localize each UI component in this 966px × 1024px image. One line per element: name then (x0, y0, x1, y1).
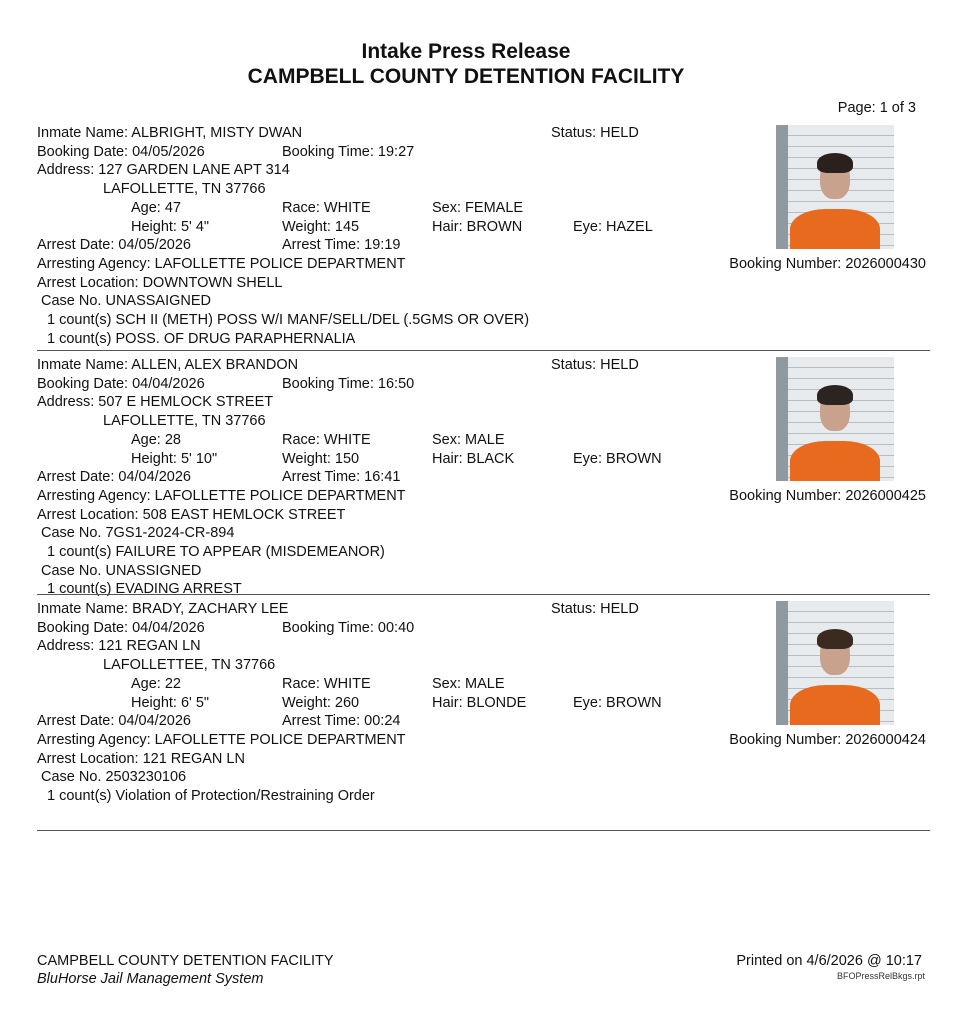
booking-number: Booking Number: 2026000430 (729, 255, 926, 272)
booking-time: Booking Time: 16:50 (282, 375, 415, 392)
address-line-1: Address: 121 REGAN LN (37, 638, 201, 655)
race: Race: WHITE (282, 431, 371, 448)
height: Height: 6' 5" (131, 694, 210, 711)
address-line-2: LAFOLLETTE, TN 37766 (103, 413, 266, 430)
record-separator (37, 830, 930, 831)
case-number: Case No. UNASSIGNED (41, 562, 202, 579)
booking-date: Booking Date: 04/05/2026 (37, 143, 205, 160)
age: Age: 22 (131, 675, 181, 692)
charge-count: 1 count(s) EVADING ARREST (47, 581, 242, 598)
booking-date: Booking Date: 04/04/2026 (37, 375, 205, 392)
status: Status: HELD (551, 601, 639, 617)
height: Height: 5' 4" (131, 218, 210, 235)
charge-count: 1 count(s) SCH II (METH) POSS W/I MANF/SELL/DEL (.5GMS OR OVER) (47, 312, 530, 328)
status: Status: HELD (551, 125, 639, 141)
document-title: Intake Press Release (361, 40, 571, 63)
eye: Eye: HAZEL (573, 218, 653, 235)
arrest-time: Arrest Time: 19:19 (282, 237, 401, 254)
arrest-location: Arrest Location: 508 EAST HEMLOCK STREET (37, 506, 346, 523)
mugshot-shirt (790, 441, 880, 481)
charge-count: 1 count(s) POSS. OF DRUG PARAPHERNALIA (47, 330, 356, 347)
mugshot-wall (776, 357, 788, 481)
arrest-location: Arrest Location: DOWNTOWN SHELL (37, 274, 283, 291)
weight: Weight: 150 (282, 450, 360, 467)
arresting-agency: Arresting Agency: LAFOLLETTE POLICE DEPARTMENT (37, 255, 406, 272)
inmate-name: Inmate Name: ALLEN, ALEX BRANDON (37, 357, 299, 373)
arresting-agency: Arresting Agency: LAFOLLETTE POLICE DEPARTMENT (37, 487, 406, 504)
status: Status: HELD (551, 357, 639, 373)
footer-system: BluHorse Jail Management System (37, 971, 264, 987)
mugshot-photo (776, 357, 894, 481)
booking-time: Booking Time: 19:27 (282, 143, 415, 160)
mugshot-photo (776, 125, 894, 249)
height: Height: 5' 10" (131, 450, 218, 467)
footer-facility: CAMPBELL COUNTY DETENTION FACILITY (37, 953, 334, 969)
arrest-date: Arrest Date: 04/05/2026 (37, 237, 191, 254)
printed-timestamp: Printed on 4/6/2026 @ 10:17 (736, 953, 922, 969)
mugshot-wall (776, 601, 788, 725)
arrest-date: Arrest Date: 04/04/2026 (37, 469, 191, 486)
age: Age: 28 (131, 431, 181, 448)
sex: Sex: MALE (432, 431, 505, 448)
address-line-1: Address: 507 E HEMLOCK STREET (37, 394, 274, 411)
mugshot-wall (776, 125, 788, 249)
sex: Sex: FEMALE (432, 199, 524, 216)
arrest-date: Arrest Date: 04/04/2026 (37, 713, 191, 730)
report-filename: BFOPressRelBkgs.rpt (836, 971, 925, 981)
inmate-name: Inmate Name: BRADY, ZACHARY LEE (37, 601, 289, 617)
hair: Hair: BLACK (432, 450, 515, 467)
case-number: Case No. UNASSAIGNED (41, 293, 212, 310)
charge-count: 1 count(s) Violation of Protection/Restraining Order (47, 788, 375, 804)
charge-count: 1 count(s) FAILURE TO APPEAR (MISDEMEANOR) (47, 544, 385, 560)
record-separator (37, 594, 930, 595)
hair: Hair: BROWN (432, 218, 523, 235)
booking-date: Booking Date: 04/04/2026 (37, 619, 205, 636)
weight: Weight: 145 (282, 218, 360, 235)
arrest-location: Arrest Location: 121 REGAN LN (37, 750, 245, 767)
eye: Eye: BROWN (573, 450, 662, 467)
race: Race: WHITE (282, 675, 371, 692)
arrest-time: Arrest Time: 00:24 (282, 713, 401, 730)
address-line-2: LAFOLLETTEE, TN 37766 (103, 657, 276, 674)
address-line-2: LAFOLLETTE, TN 37766 (103, 181, 266, 198)
weight: Weight: 260 (282, 694, 360, 711)
case-number: Case No. 7GS1-2024-CR-894 (41, 525, 235, 542)
mugshot-photo (776, 601, 894, 725)
age: Age: 47 (131, 199, 181, 216)
booking-number: Booking Number: 2026000425 (729, 487, 926, 504)
arresting-agency: Arresting Agency: LAFOLLETTE POLICE DEPARTMENT (37, 731, 406, 748)
mugshot-hair (817, 385, 853, 405)
booking-number: Booking Number: 2026000424 (729, 731, 926, 748)
record-separator (37, 350, 930, 351)
page-indicator: Page: 1 of 3 (837, 100, 916, 116)
sex: Sex: MALE (432, 675, 505, 692)
address-line-1: Address: 127 GARDEN LANE APT 314 (37, 162, 290, 179)
facility-title: CAMPBELL COUNTY DETENTION FACILITY (247, 65, 685, 88)
inmate-name: Inmate Name: ALBRIGHT, MISTY DWAN (37, 125, 303, 141)
race: Race: WHITE (282, 199, 371, 216)
mugshot-hair (817, 629, 853, 649)
eye: Eye: BROWN (573, 694, 662, 711)
mugshot-hair (817, 153, 853, 173)
hair: Hair: BLONDE (432, 694, 527, 711)
booking-time: Booking Time: 00:40 (282, 619, 415, 636)
case-number: Case No. 2503230106 (41, 769, 187, 786)
mugshot-shirt (790, 685, 880, 725)
mugshot-shirt (790, 209, 880, 249)
arrest-time: Arrest Time: 16:41 (282, 469, 401, 486)
